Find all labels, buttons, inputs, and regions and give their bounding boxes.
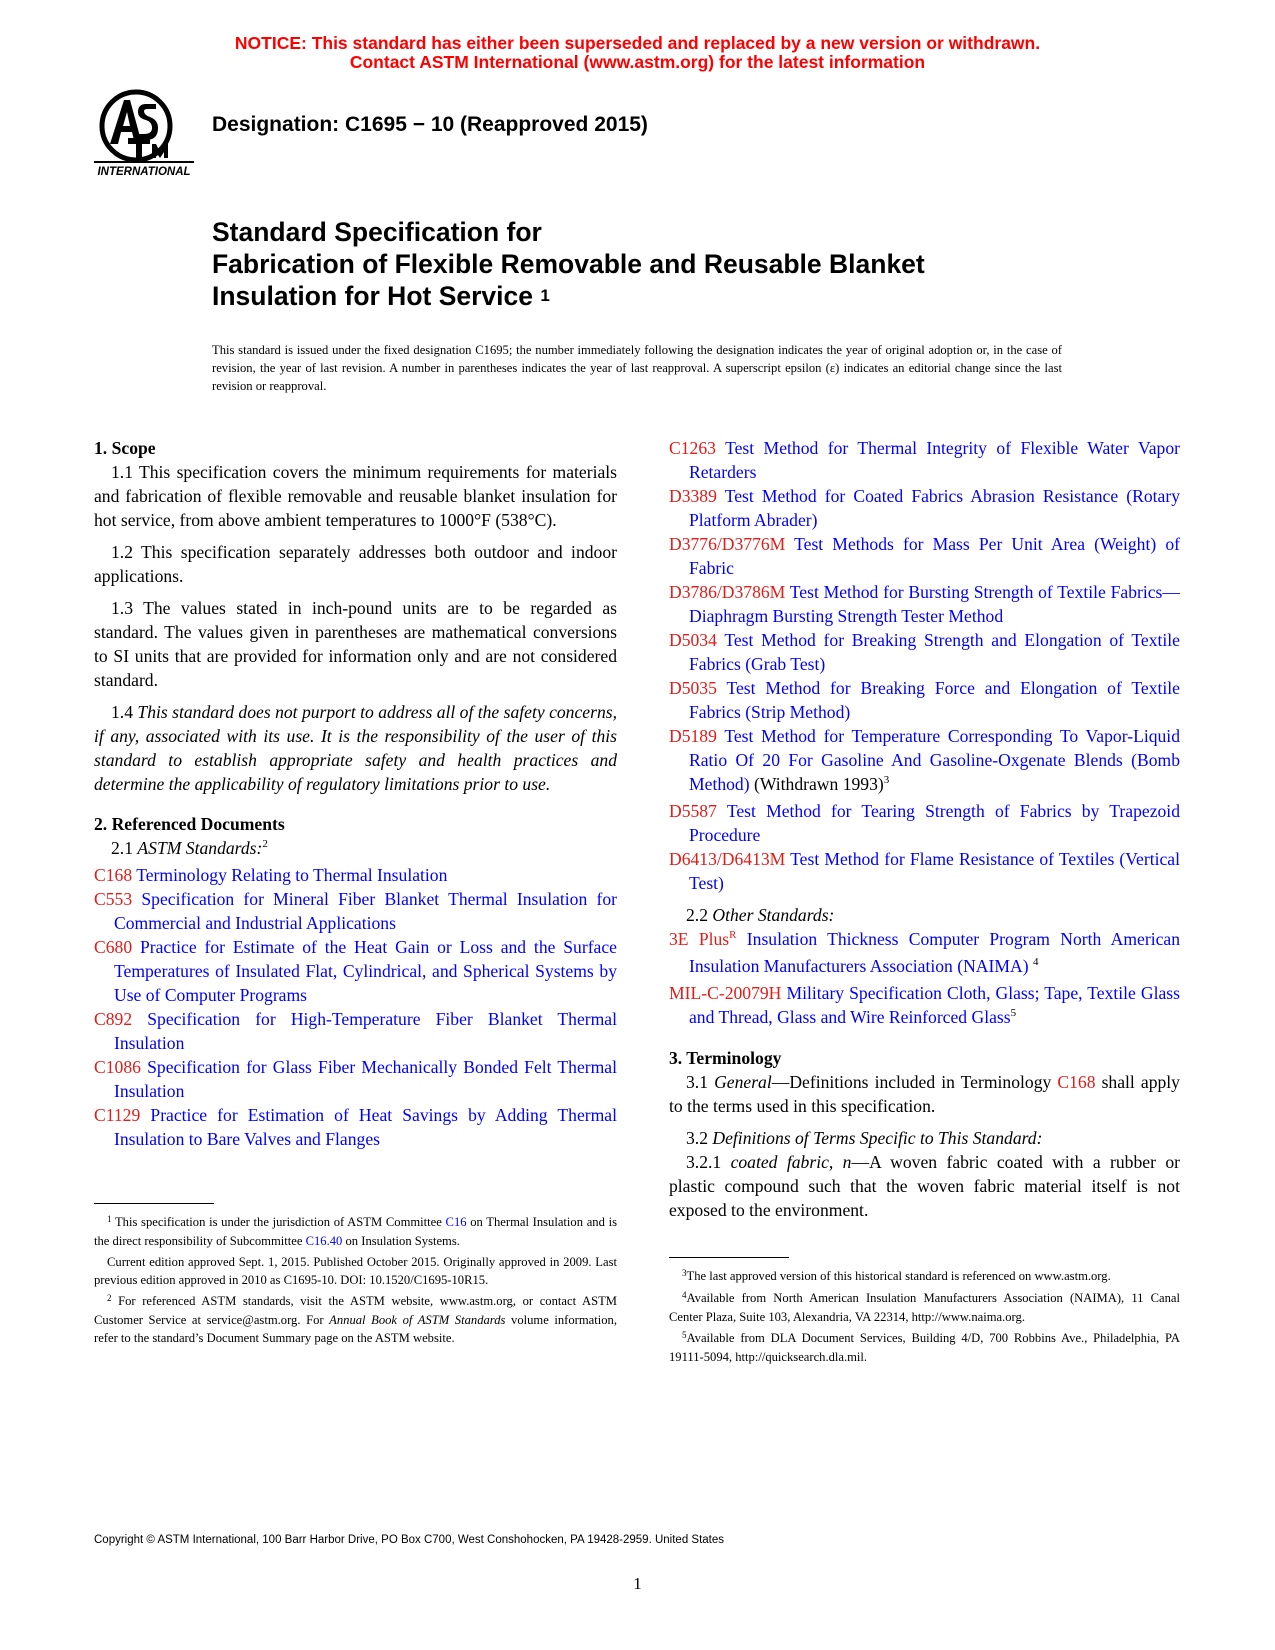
footnote-text: For referenced ASTM standards, visit the ASTM website, www.astm.org, or contact ASTM Customer Service at service@astm.org. For — [94, 1294, 617, 1327]
other-standards-subheading — [669, 903, 1180, 927]
notice-line-2: Contact ASTM International (www.astm.org) for the latest information — [349, 52, 926, 72]
ref-title[interactable]: Test Method for Tearing Strength of Fabrics by Trapezoid Procedure — [689, 801, 1180, 845]
preamble: This standard is issued under the fixed designation C1695; the number immediately following the designation indicates the year of original adoption or, in the case of revision, the year of last revision. A number in parentheses indicates the year of last reapproval. A superscript epsilon (ε) indicates an editorial change since the last revision or reapproval. — [212, 343, 1062, 393]
ref-item[interactable] — [669, 927, 1180, 981]
footnote-3 — [669, 1267, 1180, 1286]
ref-title[interactable]: Specification for High-Temperature Fiber Blanket Thermal Insulation — [114, 1009, 617, 1053]
notice-line-1: NOTICE: This standard has either been superseded and replaced by a new version or withdrawn. — [234, 33, 1041, 53]
terminology-3-1 — [669, 1070, 1180, 1118]
footnote-text: The last approved version of this historical standard is referenced on www.astm.org. — [686, 1269, 1111, 1283]
term: coated fabric, n — [730, 1152, 852, 1172]
footnote-mark[interactable]: 5 — [1010, 1007, 1017, 1019]
footnote-number: 3 — [682, 1268, 687, 1278]
terminology-3-2-1 — [669, 1150, 1180, 1222]
title-line-1: Standard Specification for — [212, 217, 542, 247]
ref-code[interactable]: D3786/D3786M — [669, 582, 786, 602]
designation: Designation: C1695 − 10 (Reapproved 2015) — [212, 113, 648, 136]
ref-code[interactable]: C553 — [94, 889, 133, 909]
ref-item[interactable] — [669, 628, 1180, 676]
subheading-label: Other Standards: — [712, 905, 835, 925]
ref-code[interactable]: C680 — [94, 937, 133, 957]
ref-code[interactable]: D5035 — [669, 678, 717, 698]
section-heading-scope: 1. Scope — [94, 438, 156, 458]
subheading-number: 2.1 — [111, 838, 133, 858]
copyright-line: Copyright © ASTM International, 100 Barr Harbor Drive, PO Box C700, West Conshohocken, PA 19428-2959. United States — [94, 1534, 725, 1546]
right-column — [669, 436, 1180, 1230]
ref-code[interactable]: C168 — [94, 865, 133, 885]
left-column — [94, 436, 617, 1151]
scope-1-4-number: 1.4 — [111, 702, 133, 722]
ref-title[interactable]: Test Method for Temperature Corresponding To Vapor-Liquid Ratio Of 20 For Gasoline And Gasoline-Oxgenate Blends (Bomb Method) — [689, 726, 1180, 794]
ref-title[interactable]: Practice for Estimation of Heat Savings by Adding Thermal Insulation to Bare Valves and Flanges — [114, 1105, 618, 1149]
scope-1-4-text: This standard does not purport to address all of the safety concerns, if any, associated with its use. It is the responsibility of the user of this standard to establish appropriate safety and health practices and determine the applicability of regulatory limitations prior to use. — [94, 702, 617, 794]
ref-item[interactable] — [669, 676, 1180, 724]
footnote-text: on Insulation Systems. — [342, 1234, 460, 1248]
ref-title[interactable]: Specification for Glass Fiber Mechanically Bonded Felt Thermal Insulation — [114, 1057, 617, 1101]
astm-standards-subheading — [94, 836, 617, 863]
subcommittee-link[interactable]: C16.40 — [305, 1234, 343, 1248]
subheading-label: Definitions of Terms Specific to This Standard: — [712, 1128, 1043, 1148]
section-heading-terminology: 3. Terminology — [669, 1048, 782, 1068]
footnote-number: 1 — [107, 1214, 112, 1224]
ref-title[interactable]: Test Method for Breaking Force and Elongation of Textile Fabrics (Strip Method) — [689, 678, 1180, 722]
definition-text: —A woven fabric coated with a rubber or plastic compound such that the woven fabric material itself is not exposed to the environment. — [669, 1152, 1180, 1220]
ref-title[interactable]: Test Method for Thermal Integrity of Flexible Water Vapor Retarders — [689, 438, 1180, 482]
ref-item[interactable] — [669, 799, 1180, 847]
ref-code[interactable]: C1129 — [94, 1105, 141, 1125]
scope-1-2: 1.2 This specification separately addresses both outdoor and indoor applications. — [94, 542, 617, 586]
title-line-2: Fabrication of Flexible Removable and Reusable Blanket — [212, 249, 925, 279]
ref-item[interactable] — [669, 981, 1180, 1032]
ref-title[interactable]: Test Method for Breaking Strength and Elongation of Textile Fabrics (Grab Test) — [689, 630, 1180, 674]
footnote-1-edition: Current edition approved Sept. 1, 2015. Published October 2015. Originally approved in 2009. Last previous edition approved in 2010 as C1695-10. DOI: 10.1520/C1695-10R15. — [94, 1255, 617, 1287]
footnote-number: 5 — [682, 1330, 687, 1340]
committee-link[interactable]: C16 — [445, 1215, 467, 1229]
footnote-mark[interactable]: 4 — [1033, 956, 1039, 968]
ref-item[interactable] — [94, 935, 617, 1007]
para-text: shall apply to the terms used in this specification. — [669, 1072, 1180, 1116]
ref-code[interactable]: MIL-C-20079H — [669, 983, 782, 1003]
ref-code-superscript: R — [729, 929, 737, 941]
footnote-text: on Thermal Insulation and is the direct responsibility of Subcommittee — [94, 1215, 617, 1248]
ref-code[interactable]: D5189 — [669, 726, 717, 746]
footnote-mark[interactable]: 2 — [262, 838, 268, 850]
footnote-rule-right — [669, 1257, 789, 1258]
ref-item[interactable] — [94, 1103, 617, 1151]
supersede-notice — [0, 34, 1275, 72]
ref-item[interactable] — [669, 532, 1180, 580]
ref-title[interactable]: Test Method for Bursting Strength of Textile Fabrics—Diaphragm Bursting Strength Tester Method — [689, 582, 1180, 626]
scope-1-4 — [94, 700, 617, 796]
ref-code[interactable]: D5587 — [669, 801, 717, 821]
footnotes-right — [669, 1267, 1180, 1369]
footnote-text: volume information, refer to the standard’s Document Summary page on the ASTM website. — [94, 1313, 617, 1345]
astm-logo-icon — [94, 86, 198, 178]
term: General — [714, 1072, 772, 1092]
para-number: 3.1 — [686, 1072, 708, 1092]
astm-logo-graphic — [94, 86, 198, 178]
title-line-3 — [212, 280, 925, 316]
ref-note: (Withdrawn 1993) — [749, 774, 884, 794]
scope-1-3: 1.3 The values stated in inch-pound units are to be regarded as standard. The values given in parentheses are mathematical conversions to SI units that are provided for information only and are not considered standard. — [94, 598, 617, 690]
footnote-number: 4 — [682, 1290, 687, 1300]
ref-code[interactable]: C1086 — [94, 1057, 141, 1077]
ref-item[interactable] — [94, 1007, 617, 1055]
footnote-text: This specification is under the jurisdiction of ASTM Committee — [114, 1215, 446, 1229]
ref-item[interactable] — [669, 484, 1180, 532]
footnote-1 — [94, 1213, 617, 1250]
ref-title[interactable]: Terminology Relating to Thermal Insulation — [136, 865, 448, 885]
ref-item[interactable] — [669, 580, 1180, 628]
ref-title[interactable]: Military Specification Cloth, Glass; Tape, Textile Glass and Thread, Glass and Wire Reinforced Glass — [689, 983, 1180, 1027]
document-title — [212, 216, 925, 316]
para-text: —Definitions included in Terminology — [771, 1072, 1058, 1092]
ref-code[interactable]: C168 — [1057, 1072, 1096, 1092]
footnote-4 — [669, 1289, 1180, 1326]
ref-title[interactable]: Test Method for Coated Fabrics Abrasion Resistance (Rotary Platform Abrader) — [689, 486, 1180, 530]
footnotes-left — [94, 1213, 617, 1350]
logo-label: INTERNATIONAL — [97, 166, 191, 178]
terminology-3-2 — [669, 1126, 1180, 1150]
ref-code[interactable]: D3776/D3776M — [669, 534, 786, 554]
ref-title[interactable]: Test Method for Flame Resistance of Textiles (Vertical Test) — [689, 849, 1180, 893]
subheading-label: ASTM Standards: — [137, 838, 263, 858]
footnote-italic: Annual Book of ASTM Standards — [329, 1313, 506, 1327]
para-number: 3.2.1 — [686, 1152, 722, 1172]
page-number: 1 — [633, 1574, 642, 1593]
ref-title[interactable]: Practice for Estimate of the Heat Gain or Loss and the Surface Temperatures of Insulated Flat, Cylindrical, and Spherical Systems by Use of Computer Programs — [114, 937, 617, 1005]
footnote-text: Available from DLA Document Services, Building 4/D, 700 Robbins Ave., Philadelphia, PA 19111-5094, http://quicksearch.dla.mil. — [669, 1331, 1180, 1364]
para-number: 3.2 — [686, 1128, 708, 1148]
footnote-2 — [94, 1292, 617, 1347]
section-heading-referenced-documents: 2. Referenced Documents — [94, 814, 285, 834]
ref-item[interactable] — [94, 887, 617, 935]
footnote-number: 2 — [107, 1293, 112, 1303]
ref-item[interactable] — [669, 847, 1180, 895]
footnote-rule-left — [94, 1203, 214, 1204]
footnote-mark[interactable]: 3 — [883, 774, 890, 786]
footnote-text: Available from North American Insulation Manufacturers Association (NAIMA), 11 Canal Center Plaza, Suite 103, Alexandria, VA 22314, http://www.naima.org. — [669, 1291, 1180, 1324]
ref-item[interactable] — [669, 724, 1180, 799]
ref-code[interactable]: 3E Plus — [669, 929, 730, 949]
ref-title[interactable]: Insulation Thickness Computer Program North American Insulation Manufacturers Association (NAIMA) — [689, 929, 1180, 976]
subheading-number: 2.2 — [686, 905, 708, 925]
title-footnote-mark[interactable]: 1 — [540, 286, 550, 305]
title-line-3-text: Insulation for Hot Service — [212, 281, 534, 311]
ref-item[interactable] — [94, 863, 617, 887]
ref-code[interactable]: D3389 — [669, 486, 717, 506]
ref-code[interactable]: C892 — [94, 1009, 133, 1029]
ref-code[interactable]: D5034 — [669, 630, 717, 650]
footnote-5 — [669, 1329, 1180, 1366]
ref-code[interactable]: C1263 — [669, 438, 716, 458]
ref-code[interactable]: D6413/D6413M — [669, 849, 786, 869]
scope-1-1: 1.1 This specification covers the minimum requirements for materials and fabrication of flexible removable and reusable blanket insulation for hot service, from above ambient temperatures to 1000°F (538°C). — [94, 462, 617, 530]
ref-item[interactable] — [669, 436, 1180, 484]
ref-title[interactable]: Test Methods for Mass Per Unit Area (Weight) of Fabric — [689, 534, 1180, 578]
ref-title[interactable]: Specification for Mineral Fiber Blanket Thermal Insulation for Commercial and Industrial Applications — [114, 889, 617, 933]
ref-item[interactable] — [94, 1055, 617, 1103]
